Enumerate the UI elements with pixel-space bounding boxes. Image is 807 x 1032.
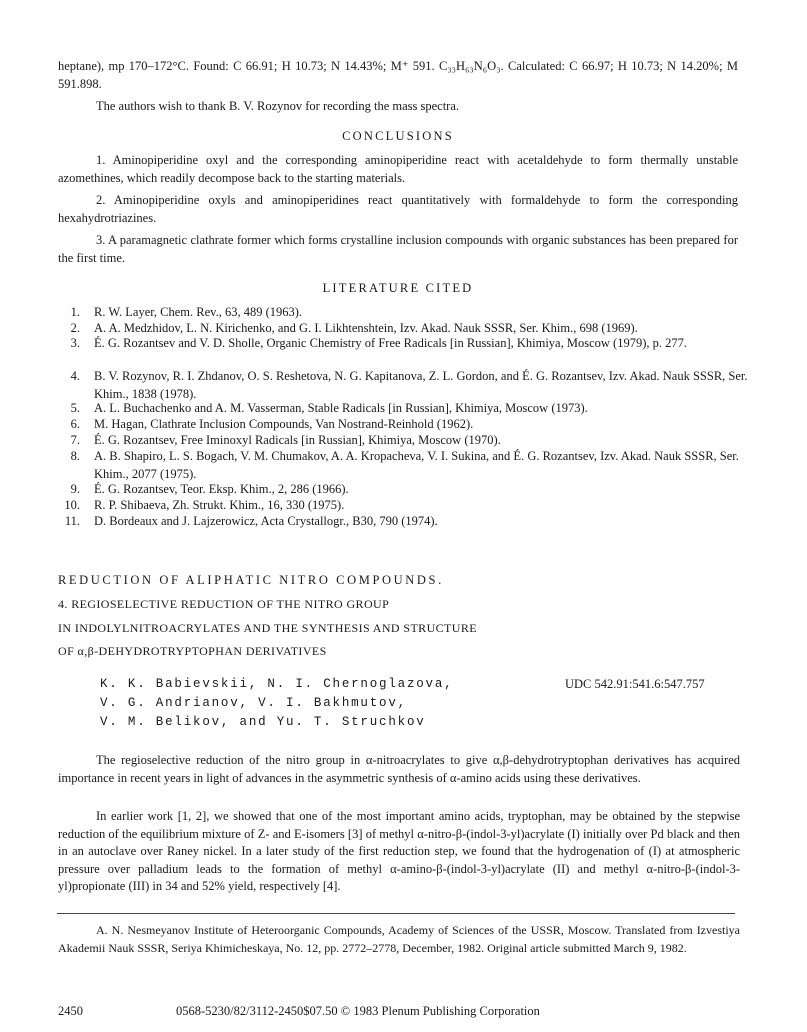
article-subtitle-line: 4. REGIOSELECTIVE REDUCTION OF THE NITRO GROUP: [58, 597, 390, 611]
article-paragraph: In earlier work [1, 2], we showed that one of the most important amino acids, tryptophan, may be obtained by the stepwise reduction of the equilibrium mixture of Z- and E-isomers [3] of methyl α-nitro-β-(indol-3-yl)acrylate (I) initially over Pd black and then in an autoclave over Raney nickel. In a later study of the first reduction step, we found that the hydrogenation of (I) at atmospheric pressure over palladium leads to the formation of methyl α-amino-β-(indol-3-yl)acrylate (II) and methyl α-nitro-β-(indol-3-yl)propionate (III) in 34 and 52% yield, respectively [4].: [58, 809, 740, 893]
conclusion-3: 3. A paramagnetic clathrate former which forms crystalline inclusion compounds with organic substances has been prepared for the first time.: [58, 233, 738, 265]
reference-text: B. V. Rozynov, R. I. Zhdanov, O. S. Reshetova, N. G. Kapitanova, Z. L. Gordon, and É. G. Rozantsev, Izv. Akad. Nauk SSSR, Ser. Khim., 1838 (1978).: [94, 369, 748, 401]
reference-item: [58, 448, 748, 483]
acknowledgement: The authors wish to thank B. V. Rozynov for recording the mass spectra.: [96, 99, 460, 113]
reference-item: [58, 416, 748, 434]
reference-number: 1.: [70, 305, 80, 319]
reference-item: [58, 400, 748, 418]
reference-number: 3.: [70, 336, 80, 350]
reference-item: [58, 432, 748, 450]
reference-text: R. W. Layer, Chem. Rev., 63, 489 (1963).: [94, 305, 303, 319]
reference-text: É. G. Rozantsev, Free Iminoxyl Radicals [in Russian], Khimiya, Moscow (1970).: [94, 433, 501, 447]
article-paragraph: The regioselective reduction of the nitro group in α-nitroacrylates to give α,β-dehydrotryptophan derivatives has acquired importance in recent years in light of advances in the asymmetric synthesis of α-amino acids using these derivatives.: [58, 753, 740, 785]
article-subtitle-line: OF α,β-DEHYDROTRYPTOPHAN DERIVATIVES: [58, 644, 327, 658]
footnote-divider: [57, 913, 735, 914]
reference-text: R. P. Shibaeva, Zh. Strukt. Khim., 16, 330 (1975).: [94, 498, 345, 512]
reference-number: 9.: [70, 482, 80, 496]
reference-item: [58, 513, 748, 531]
reference-item: [58, 481, 748, 499]
udc-code: UDC 542.91:541.6:547.757: [565, 677, 705, 691]
page-number: 2450: [58, 1004, 83, 1018]
reference-number: 7.: [70, 433, 80, 447]
reference-text: M. Hagan, Clathrate Inclusion Compounds, Van Nostrand-Reinhold (1962).: [94, 417, 474, 431]
conclusion-2: 2. Aminopiperidine oxyls and aminopiperidines react quantitatively with formaldehyde to form the corresponding hexahydrotriazines.: [58, 193, 738, 225]
reference-text: É. G. Rozantsev, Teor. Eksp. Khim., 2, 286 (1966).: [94, 482, 349, 496]
copyright-line: 0568-5230/82/3112-2450$07.50 © 1983 Plenum Publishing Corporation: [176, 1004, 540, 1018]
reference-item: [58, 304, 748, 322]
literature-heading: LITERATURE CITED: [322, 281, 474, 295]
author-line: K. K. Babievskii, N. I. Chernoglazova,: [100, 677, 454, 691]
reference-text: A. B. Shapiro, L. S. Bogach, V. M. Chumakov, A. A. Kropacheva, V. I. Sukina, and É. G. Rozantsev, Izv. Akad. Nauk SSSR, Ser. Khim., 2077 (1975).: [94, 449, 739, 481]
continued-paragraph: heptane), mp 170–172°C. Found: C 66.91; H 10.73; N 14.43%; M⁺ 591. C₃₃H₆₃N₆O₃. Calculated: C 66.97; H 10.73; N 14.20%; M 591.898.: [58, 59, 738, 91]
footnote: A. N. Nesmeyanov Institute of Heteroorganic Compounds, Academy of Sciences of the USSR, Moscow. Translated from Izvestiya Akademii Nauk SSSR, Seriya Khimicheskaya, No. 12, pp. 2772–2778, December, 1982. Original article submitted March 9, 1982.: [58, 923, 740, 955]
article-title: REDUCTION OF ALIPHATIC NITRO COMPOUNDS.: [58, 573, 444, 587]
author-list: [100, 675, 520, 732]
reference-number: 10.: [64, 498, 80, 512]
reference-number: 6.: [70, 417, 80, 431]
reference-text: D. Bordeaux and J. Lajzerowicz, Acta Crystallogr., B30, 790 (1974).: [94, 514, 438, 528]
article-subtitle-line: IN INDOLYLNITROACRYLATES AND THE SYNTHESIS AND STRUCTURE: [58, 621, 477, 635]
reference-number: 5.: [70, 401, 80, 415]
reference-number: 8.: [70, 449, 80, 463]
author-line: V. M. Belikov, and Yu. T. Struchkov: [100, 715, 426, 729]
reference-text: A. A. Medzhidov, L. N. Kirichenko, and G. I. Likhtenshtein, Izv. Akad. Nauk SSSR, Ser. Khim., 698 (1969).: [94, 321, 638, 335]
reference-number: 11.: [64, 514, 80, 528]
reference-item: [58, 335, 748, 353]
author-line: V. G. Andrianov, V. I. Bakhmutov,: [100, 696, 407, 710]
conclusion-1: 1. Aminopiperidine oxyl and the corresponding aminopiperidine react with acetaldehyde to form thermally unstable azomethines, which readily decompose back to the starting materials.: [58, 153, 738, 185]
reference-number: 4.: [70, 369, 80, 383]
reference-item: [58, 368, 748, 403]
reference-text: É. G. Rozantsev and V. D. Sholle, Organic Chemistry of Free Radicals [in Russian], Khimiya, Moscow (1979), p. 277.: [94, 336, 687, 350]
reference-item: [58, 497, 748, 515]
reference-text: A. L. Buchachenko and A. M. Vasserman, Stable Radicals [in Russian], Khimiya, Moscow (1973).: [94, 401, 588, 415]
reference-number: 2.: [70, 321, 80, 335]
conclusions-heading: CONCLUSIONS: [342, 129, 454, 143]
